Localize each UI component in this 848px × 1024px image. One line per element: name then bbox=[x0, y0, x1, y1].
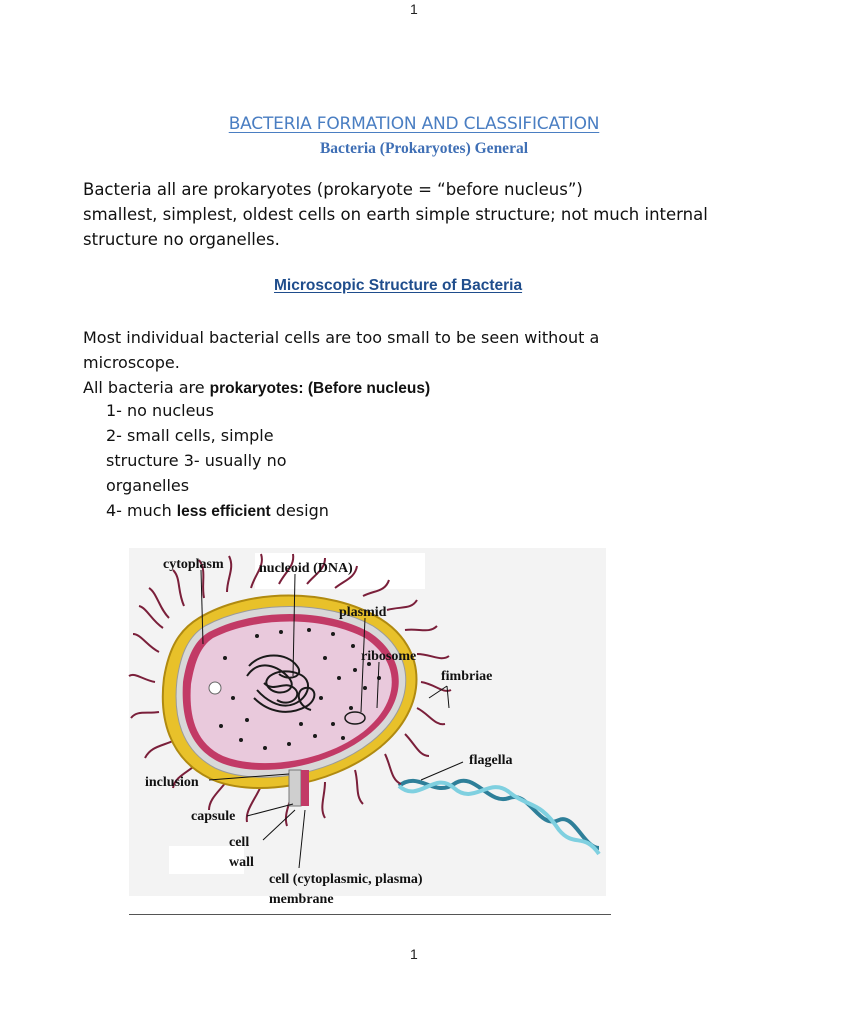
label-membrane-1: cell (cytoplasmic, plasma) bbox=[269, 872, 423, 887]
list-item-2-cont: structure 3- usually no bbox=[106, 451, 287, 470]
label-inclusion: inclusion bbox=[145, 775, 199, 790]
label-cytoplasm: cytoplasm bbox=[163, 557, 224, 572]
line3-prefix: All bacteria are bbox=[83, 378, 210, 397]
item4-suffix: design bbox=[270, 501, 329, 520]
section-heading: Microscopic Structure of Bacteria bbox=[274, 277, 523, 294]
section-para-line-1: Most individual bacterial cells are too small to be seen without a bbox=[83, 328, 600, 347]
membrane-cutaway bbox=[301, 770, 309, 806]
list-item-2: 2- small cells, simple bbox=[106, 426, 274, 445]
intro-line-2: smallest, simplest, oldest cells on earth simple structure; not much internal bbox=[83, 205, 708, 224]
label-plasmid: plasmid bbox=[339, 605, 387, 620]
footer-page-number: 1 bbox=[410, 946, 418, 962]
label-ribosome: ribosome bbox=[361, 649, 417, 664]
label-cell-wall-1: cell bbox=[229, 835, 250, 850]
inclusion-granule bbox=[209, 682, 221, 694]
label-fimbriae: fimbriae bbox=[441, 669, 493, 684]
list-item-1: 1- no nucleus bbox=[106, 401, 214, 420]
label-flagella: flagella bbox=[469, 753, 513, 768]
section-para-line-3 bbox=[83, 376, 430, 402]
label-capsule: capsule bbox=[191, 809, 236, 824]
list-item-4 bbox=[106, 499, 329, 525]
flagellum bbox=[399, 781, 599, 854]
wall-cutaway bbox=[289, 770, 301, 806]
item4-prefix: 4- much bbox=[106, 501, 177, 520]
document-title: BACTERIA FORMATION AND CLASSIFICATION bbox=[228, 114, 600, 134]
section-para-line-2: microscope. bbox=[83, 353, 180, 372]
bacteria-diagram bbox=[129, 548, 606, 907]
line3-bold: prokaryotes: (Before nucleus) bbox=[209, 380, 431, 397]
label-nucleoid: nucleoid (DNA) bbox=[259, 561, 353, 576]
intro-line-1: Bacteria all are prokaryotes (prokaryote = “before nucleus”) bbox=[83, 180, 583, 199]
document-subtitle: Bacteria (Prokaryotes) General bbox=[319, 140, 529, 157]
footer-rule bbox=[129, 914, 611, 915]
bacteria-diagram-svg bbox=[129, 548, 606, 907]
intro-line-3: structure no organelles. bbox=[83, 230, 280, 249]
header-page-number: 1 bbox=[410, 1, 418, 17]
label-membrane-2: membrane bbox=[269, 892, 334, 907]
list-item-3-cont: organelles bbox=[106, 476, 190, 495]
item4-bold: less efficient bbox=[176, 503, 271, 520]
label-cell-wall-2: wall bbox=[229, 855, 254, 870]
